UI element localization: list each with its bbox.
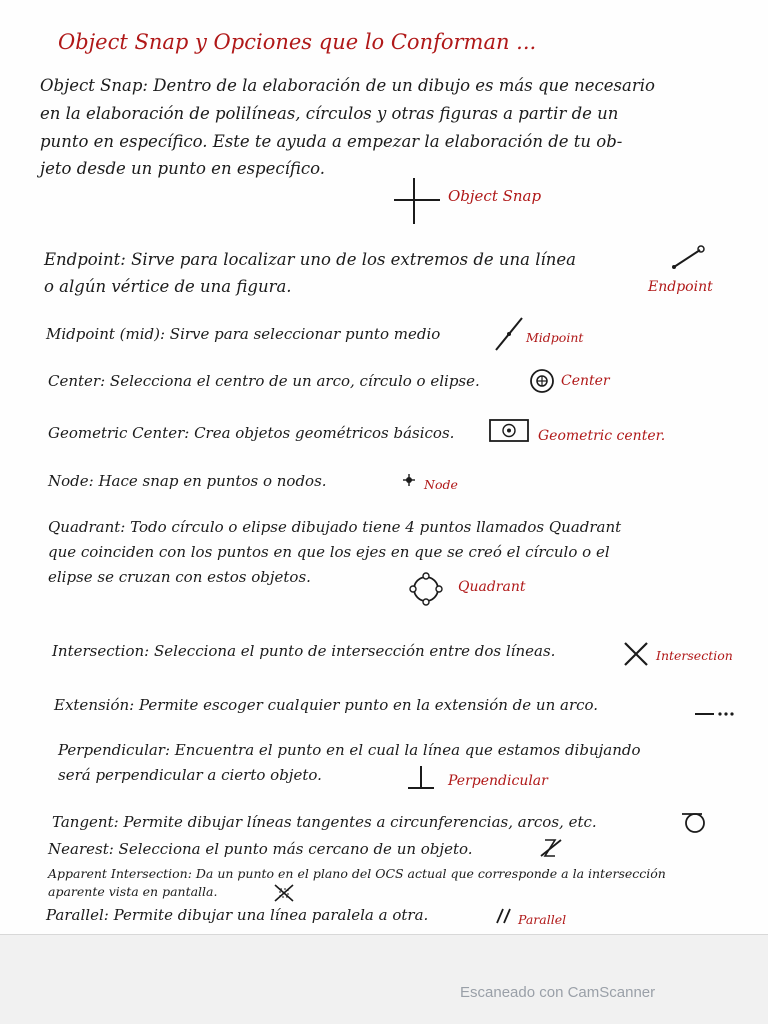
parallel-text: Parallel: Permite dibujar una línea paralela a otra.	[46, 906, 429, 924]
intersection-label: Intersection	[656, 648, 733, 663]
endpoint-icon	[668, 243, 708, 273]
endpoint-label: Endpoint	[648, 279, 713, 295]
nearest-icon	[538, 836, 564, 860]
quadrant-icon	[408, 569, 444, 609]
quadrant-line-3: elipse se cruzan con estos objetos.	[48, 568, 311, 586]
node-text: Node: Hace snap en puntos o nodos.	[48, 472, 327, 490]
parallel-label: Parallel	[518, 912, 567, 927]
apparent-intersection-line-2: aparente vista en pantalla.	[48, 884, 218, 899]
endpoint-line-1: Endpoint: Sirve para localizar uno de los extremos de una línea	[44, 250, 577, 269]
intro-line-4: jeto desde un punto en específico.	[40, 159, 326, 178]
node-icon	[402, 473, 416, 487]
extension-icon	[694, 708, 738, 720]
midpoint-text: Midpoint (mid): Sirve para seleccionar punto medio	[46, 325, 441, 343]
quadrant-label: Quadrant	[458, 579, 526, 595]
intersection-text: Intersection: Selecciona el punto de intersección entre dos líneas.	[52, 642, 556, 660]
tangent-text: Tangent: Permite dibujar líneas tangentes a circunferencias, arcos, etc.	[52, 813, 597, 831]
geometric-center-icon	[488, 418, 532, 444]
geometric-center-text: Geometric Center: Crea objetos geométricos básicos.	[48, 424, 455, 442]
extension-text: Extensión: Permite escoger cualquier punto en la extensión de un arco.	[54, 696, 599, 714]
apparent-intersection-icon	[272, 882, 296, 904]
quadrant-line-2: que coinciden con los puntos en que los ejes en que se creó el círculo o el	[48, 543, 610, 561]
crosshair-icon	[392, 176, 442, 226]
apparent-intersection-line-1: Apparent Intersection: Da un punto en el plano del OCS actual que corresponde a la intersección	[48, 866, 666, 881]
midpoint-icon	[492, 314, 528, 354]
geometric-center-label: Geometric center.	[538, 428, 666, 444]
intersection-icon	[622, 640, 650, 668]
perpendicular-icon	[406, 764, 436, 792]
endpoint-line-2: o algún vértice de una figura.	[44, 277, 292, 296]
center-label: Center	[561, 373, 610, 389]
perpendicular-label: Perpendicular	[448, 773, 548, 789]
perpendicular-line-2: será perpendicular a cierto objeto.	[58, 766, 322, 784]
intro-line-3: punto en específico. Este te ayuda a empezar la elaboración de tu ob-	[40, 132, 623, 151]
intro-line-1: Object Snap: Dentro de la elaboración de un dibujo es más que necesario	[40, 76, 655, 95]
parallel-icon	[494, 906, 514, 926]
tangent-icon	[680, 808, 708, 836]
nearest-text: Nearest: Selecciona el punto más cercano de un objeto.	[48, 840, 473, 858]
center-text: Center: Selecciona el centro de un arco, círculo o elipse.	[48, 372, 480, 390]
object-snap-label: Object Snap	[448, 187, 542, 205]
center-icon	[527, 366, 557, 396]
midpoint-label: Midpoint	[526, 330, 584, 345]
page-title: Object Snap y Opciones que lo Conforman ...	[58, 30, 537, 54]
quadrant-line-1: Quadrant: Todo círculo o elipse dibujado tiene 4 puntos llamados Quadrant	[48, 518, 622, 536]
intro-line-2: en la elaboración de polilíneas, círculos y otras figuras a partir de un	[40, 104, 619, 123]
perpendicular-line-1: Perpendicular: Encuentra el punto en el cual la línea que estamos dibujando	[58, 741, 641, 759]
camscanner-watermark: Escaneado con CamScanner	[460, 984, 656, 1001]
node-label: Node	[424, 477, 458, 492]
